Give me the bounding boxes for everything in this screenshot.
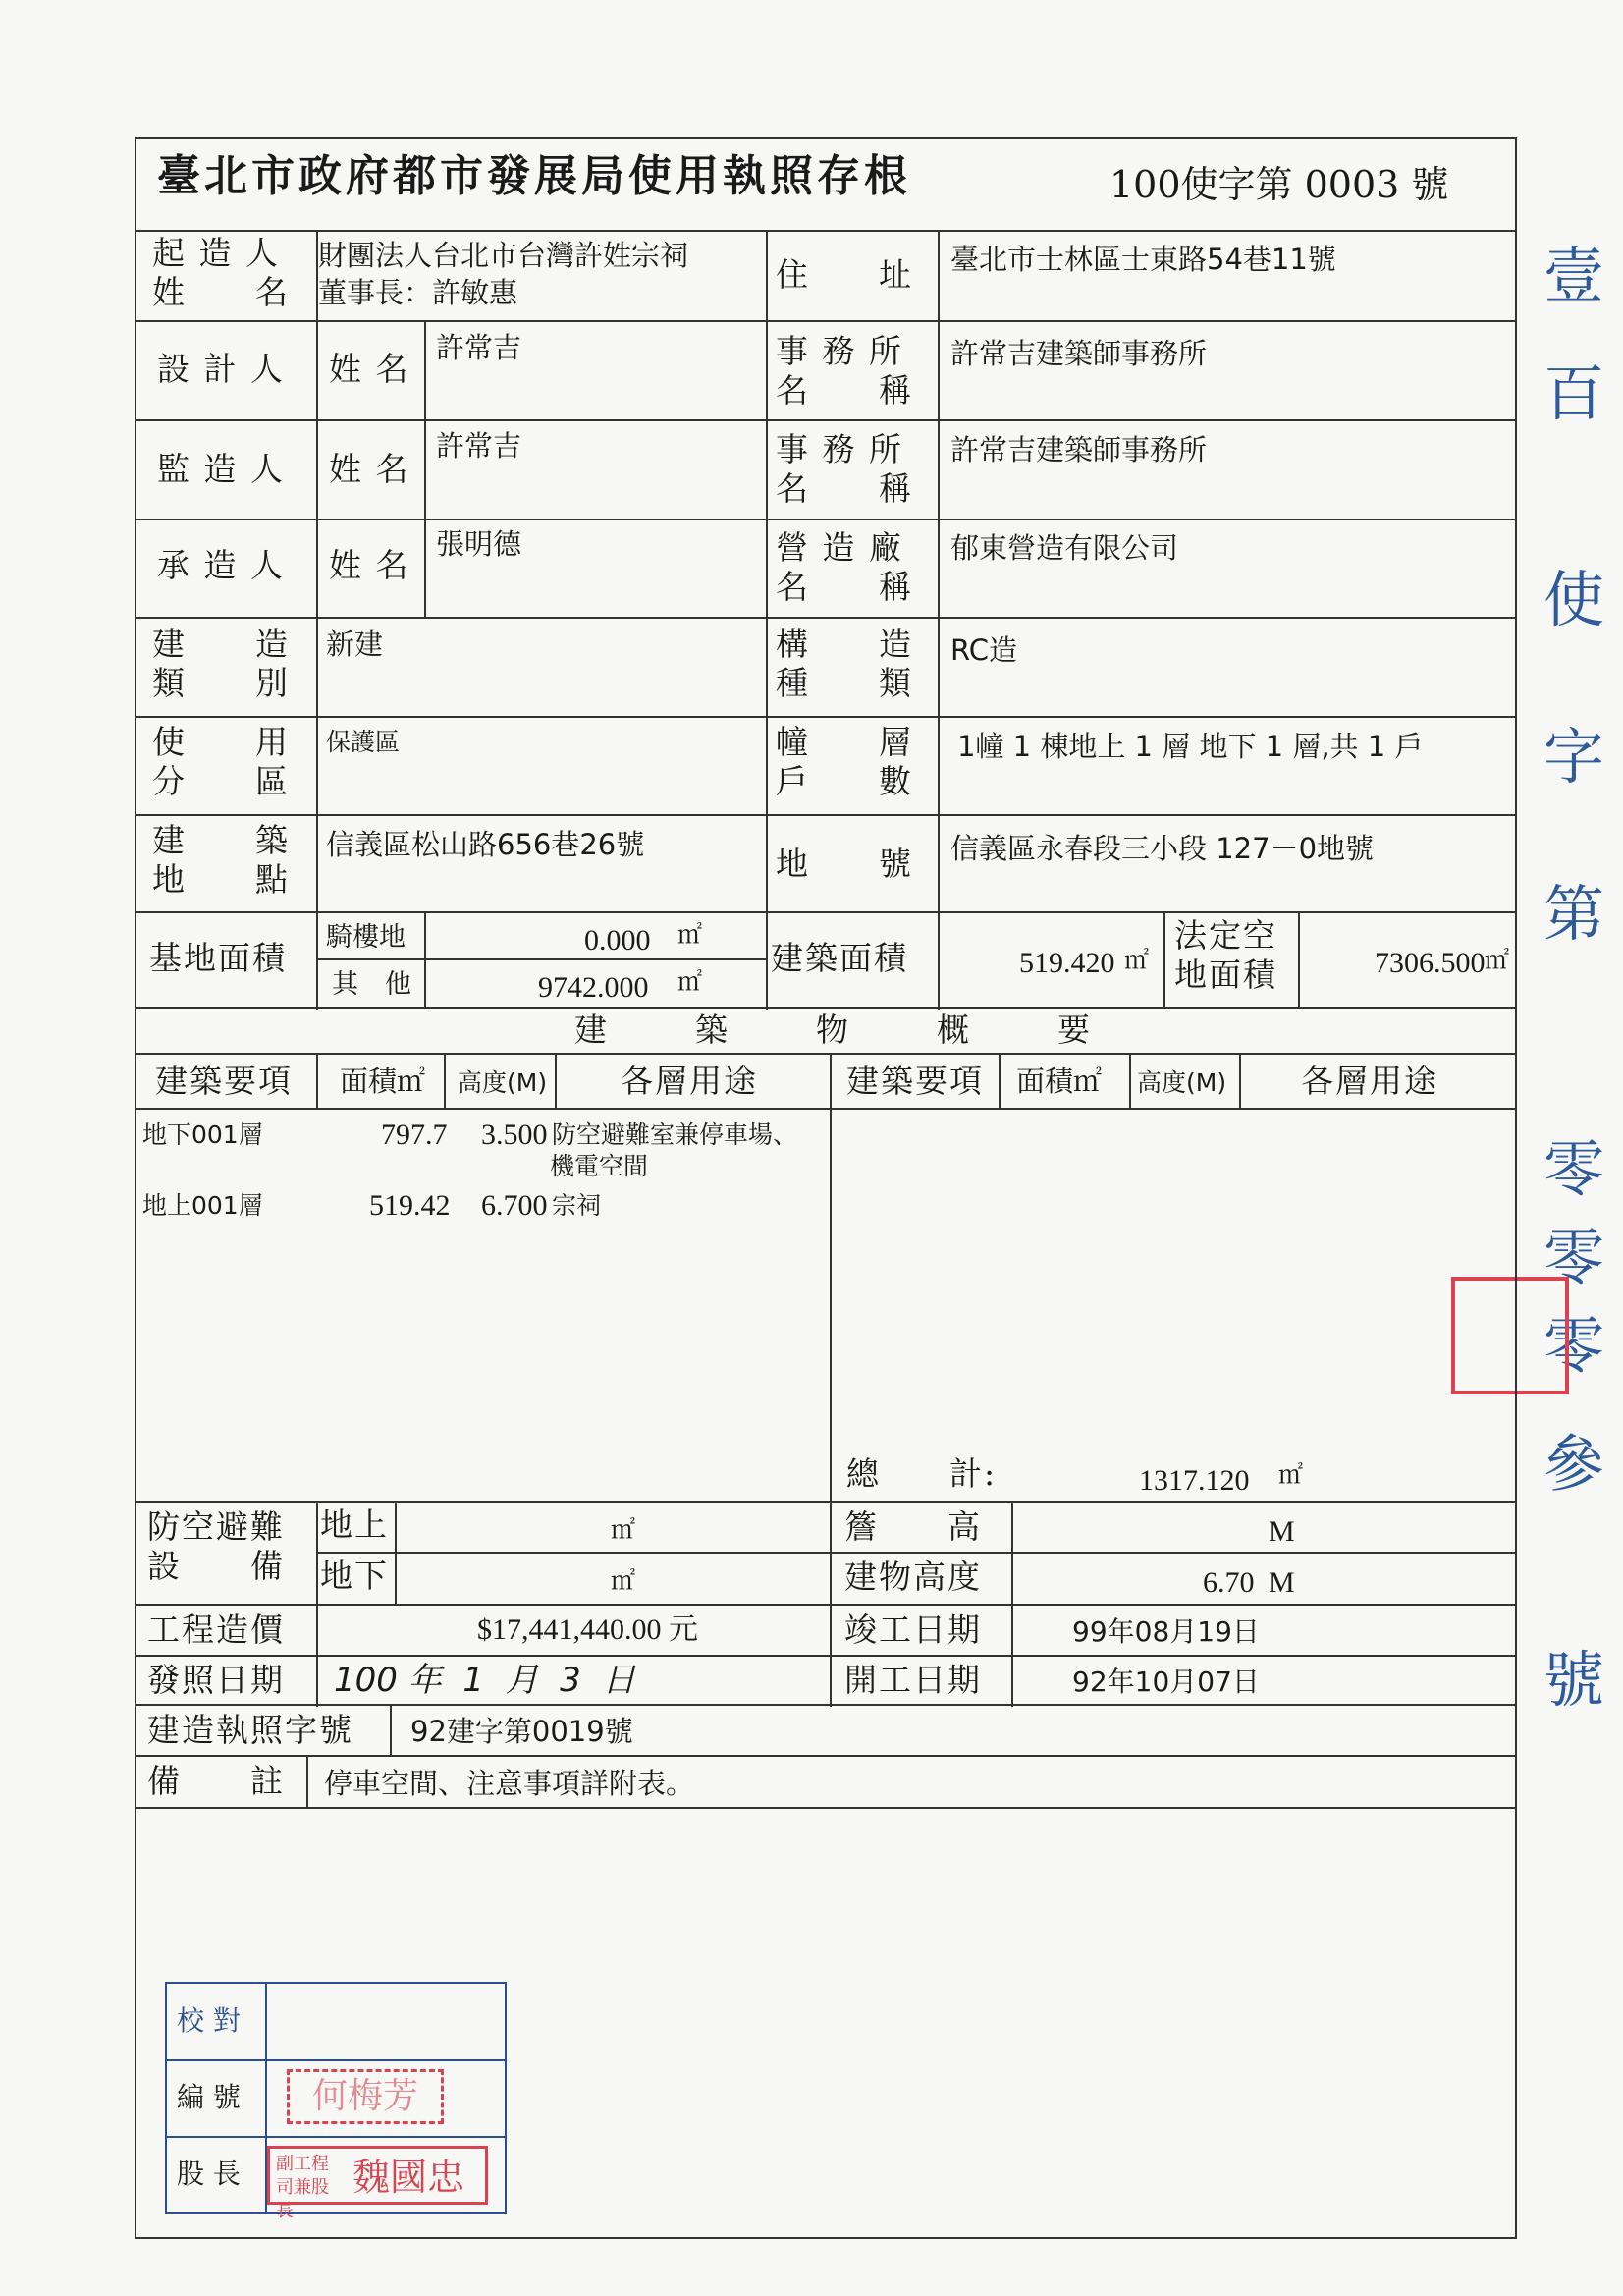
name-label: 姓 名 xyxy=(329,546,410,584)
col-area-header: 面積㎡ xyxy=(1016,1065,1103,1098)
shelter-label: 防空避難 xyxy=(147,1507,285,1546)
floor-area: 519.42 xyxy=(369,1189,451,1222)
col-item-header: 建築要項 xyxy=(155,1062,293,1100)
office-label: 事 務 所 xyxy=(776,430,903,468)
zone-value: 保護區 xyxy=(326,728,401,756)
sqm-unit: ㎡ xyxy=(1124,946,1150,974)
height-unit: M xyxy=(1269,1566,1295,1599)
ctype-label: 建 造 xyxy=(152,625,290,663)
floors-value: 1幢 1 棟地上 1 層 地下 1 層,共 1 戶 xyxy=(957,730,1424,763)
construction-type: 新建 xyxy=(326,628,384,661)
floor-area: 797.7 xyxy=(381,1119,448,1151)
floors-label: 幢 層 xyxy=(776,723,913,761)
floor-item: 地下001層 xyxy=(142,1121,263,1149)
arcade-label: 騎樓地 xyxy=(326,922,406,953)
building-height: 6.70 xyxy=(1203,1566,1255,1599)
builder-chairman: 董事長：許敏惠 xyxy=(318,276,518,309)
total-area: 1317.120 xyxy=(1139,1464,1250,1497)
sqm-unit: ㎡ xyxy=(611,1566,636,1595)
start-date: 92年10月07日 xyxy=(1072,1666,1260,1698)
designer-name: 許常吉 xyxy=(436,331,522,364)
side-char: 字 xyxy=(1542,721,1604,793)
location-value: 信義區松山路656巷26號 xyxy=(326,828,645,861)
structure-label: 種 類 xyxy=(776,664,913,702)
side-char: 參 xyxy=(1542,1428,1604,1500)
sqm-unit: ㎡ xyxy=(1278,1460,1304,1489)
contractor-name: 張明德 xyxy=(436,527,522,561)
builder-label: 姓 名 xyxy=(152,273,290,311)
ctype-label: 類 別 xyxy=(152,664,290,702)
building-area: 519.420 xyxy=(1019,947,1115,979)
zone-label: 分 區 xyxy=(152,762,290,800)
address-label: 住 址 xyxy=(776,255,913,294)
lot-label: 地 號 xyxy=(776,845,913,883)
serial-stamp-text: 何梅芳 xyxy=(311,2076,418,2116)
side-char: 零 xyxy=(1542,1310,1604,1382)
location-label: 地 點 xyxy=(152,860,290,899)
shelter-above-label: 地上 xyxy=(320,1505,389,1544)
open-area-label: 地面積 xyxy=(1174,956,1277,994)
name-label: 姓 名 xyxy=(329,350,410,388)
side-char: 號 xyxy=(1542,1644,1604,1716)
col-height-header: 高度(M) xyxy=(458,1068,548,1097)
side-char: 百 xyxy=(1542,357,1604,429)
remarks-value: 停車空間、注意事項詳附表。 xyxy=(324,1767,695,1800)
side-char: 零 xyxy=(1542,1222,1604,1293)
col-item-header: 建築要項 xyxy=(846,1062,984,1100)
serial-label: 編 號 xyxy=(177,2081,241,2113)
permit-number: 100使字第 0003 號 xyxy=(1109,163,1449,206)
office-label: 名 稱 xyxy=(776,371,913,410)
floor-height: 3.500 xyxy=(481,1119,548,1151)
col-height-header: 高度(M) xyxy=(1137,1068,1227,1097)
serial-stamp xyxy=(287,2069,444,2124)
side-char: 壹 xyxy=(1542,240,1604,311)
floor-use: 宗祠 xyxy=(552,1191,602,1220)
open-area: 7306.500 xyxy=(1375,947,1486,979)
zone-label: 使 用 xyxy=(152,723,290,761)
floor-item: 地上001層 xyxy=(142,1191,263,1220)
open-area-label: 法定空 xyxy=(1174,916,1277,955)
chief-stamp-name: 魏國忠 xyxy=(352,2156,465,2199)
eaves-unit: M xyxy=(1269,1515,1295,1548)
form-title: 臺北市政府都市發展局使用執照存根 xyxy=(157,151,911,201)
floor-height: 6.700 xyxy=(481,1189,548,1222)
check-label: 校 對 xyxy=(177,2004,241,2037)
chief-stamp-title: 副工程司兼股長 xyxy=(276,2154,329,2221)
issue-label: 發照日期 xyxy=(147,1661,285,1699)
office-label: 事 務 所 xyxy=(776,332,903,370)
other-label: 其 他 xyxy=(332,969,411,1000)
side-char: 第 xyxy=(1542,878,1604,950)
sqm-unit: ㎡ xyxy=(1485,946,1510,974)
col-area-header: 面積㎡ xyxy=(340,1065,426,1098)
remarks-label: 備 註 xyxy=(147,1762,285,1800)
building-area-label: 建築面積 xyxy=(771,939,908,977)
supervisor-label: 監 造 人 xyxy=(157,450,285,488)
col-use-header: 各層用途 xyxy=(621,1062,758,1100)
summary-heading: 建 築 物 概 要 xyxy=(574,1011,1098,1049)
shelter-below-label: 地下 xyxy=(320,1557,389,1595)
floor-use: 防空避難室兼停車場、 xyxy=(552,1121,798,1149)
complete-label: 竣工日期 xyxy=(844,1611,982,1649)
floors-label: 戶 數 xyxy=(776,762,913,800)
cost-value: $17,441,440.00 元 xyxy=(477,1613,698,1646)
side-char: 使 xyxy=(1542,564,1604,635)
builder-name: 財團法人台北市台灣許姓宗祠 xyxy=(318,239,689,272)
chief-stamp xyxy=(267,2146,488,2221)
name-label: 姓 名 xyxy=(329,450,410,488)
builder-label: 起 造 人 xyxy=(152,234,280,272)
location-label: 建 築 xyxy=(152,821,290,859)
building-height-label: 建物高度 xyxy=(844,1558,982,1596)
col-use-header: 各層用途 xyxy=(1301,1062,1438,1100)
lot-value: 信義區永春段三小段 127－0地號 xyxy=(950,832,1375,865)
permit-label: 建造執照字號 xyxy=(147,1711,353,1749)
address-value: 臺北市士林區士東路54巷11號 xyxy=(950,243,1336,276)
sqm-unit: ㎡ xyxy=(677,967,703,996)
factory-name: 郁東營造有限公司 xyxy=(950,531,1179,565)
contractor-label: 承 造 人 xyxy=(157,546,285,584)
factory-label: 營 造 廠 xyxy=(776,528,903,567)
sqm-unit: ㎡ xyxy=(611,1515,636,1544)
issue-date: 100 年 1 月 3 日 xyxy=(334,1661,636,1700)
eaves-label: 簷 高 xyxy=(844,1507,982,1546)
complete-date: 99年08月19日 xyxy=(1072,1615,1260,1648)
sqm-unit: ㎡ xyxy=(677,920,703,949)
factory-label: 名 稱 xyxy=(776,568,913,606)
supervisor-office: 許常吉建築師事務所 xyxy=(950,433,1208,466)
supervisor-name: 許常吉 xyxy=(436,429,522,463)
designer-label: 設 計 人 xyxy=(157,350,285,388)
side-char: 零 xyxy=(1542,1133,1604,1205)
total-label: 總 計: xyxy=(846,1454,998,1493)
cost-label: 工程造價 xyxy=(147,1611,285,1649)
site-area-label: 基地面積 xyxy=(149,939,287,977)
structure-label: 構 造 xyxy=(776,625,913,663)
chief-label: 股 長 xyxy=(177,2158,241,2190)
permit-value: 92建字第0019號 xyxy=(410,1715,633,1748)
designer-office: 許常吉建築師事務所 xyxy=(950,337,1208,370)
floor-use: 機電空間 xyxy=(550,1152,649,1180)
arcade-area: 0.000 xyxy=(584,924,651,957)
shelter-label: 設 備 xyxy=(147,1547,285,1585)
structure-value: RC造 xyxy=(950,633,1017,667)
other-area: 9742.000 xyxy=(538,971,649,1004)
office-label: 名 稱 xyxy=(776,469,913,508)
start-label: 開工日期 xyxy=(844,1661,982,1699)
